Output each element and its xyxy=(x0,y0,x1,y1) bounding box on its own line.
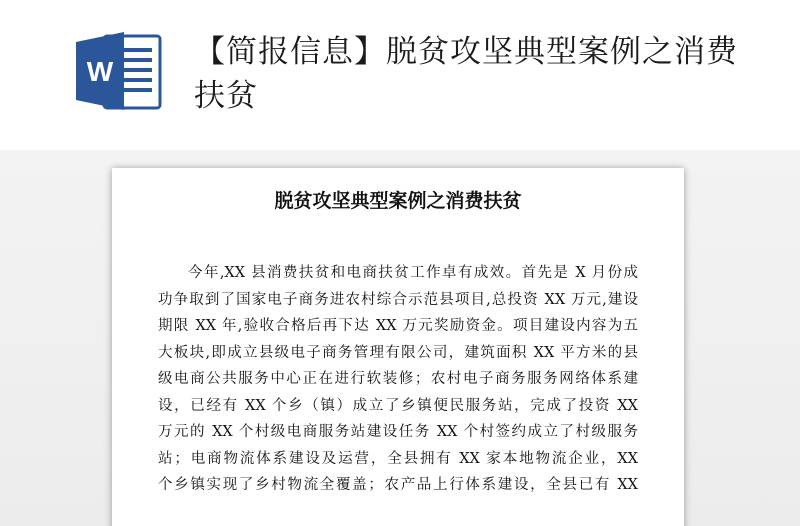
body-line: 个乡镇实现了乡村物流全覆盖；农产品上行体系建设，全县已有 XX xyxy=(158,477,638,493)
body-line: 设，已经有 XX 个乡（镇）成立了乡镇便民服务站，完成了投资 XX xyxy=(158,397,638,414)
banner xyxy=(0,0,800,150)
banner-title: 【简报信息】脱贫攻坚典型案例之消费扶贫 xyxy=(194,34,738,114)
body-line: 今年,XX 县消费扶贫和电商扶贫工作卓有成效。首先是 X 月份成 xyxy=(188,265,638,281)
document-page xyxy=(112,168,684,526)
word-icon-letter: W xyxy=(86,56,114,87)
body-line: 站；电商物流体系建设及运营，全县拥有 XX 家本地物流企业，XX xyxy=(158,450,638,467)
document-title: 脱贫攻坚典型案例之消费扶贫 xyxy=(274,190,522,212)
document-body xyxy=(158,260,638,499)
word-document-icon xyxy=(74,30,164,112)
body-line: 期限 XX 年,验收合格后再下达 XX 万元奖励资金。项目建设内容为五 xyxy=(158,318,638,334)
body-line: 功争取到了国家电子商务进农村综合示范县项目,总投资 XX 万元,建设 xyxy=(158,291,638,308)
body-line: 万元的 XX 个村级电商服务站建设任务 XX 个村签约成立了村级服务 xyxy=(158,424,638,440)
body-line: 级电商公共服务中心正在进行软装修；农村电子商务服务网络体系建 xyxy=(158,371,638,387)
body-line: 大板块,即成立县级电子商务管理有限公司，建筑面积 XX 平方米的县 xyxy=(158,344,638,361)
